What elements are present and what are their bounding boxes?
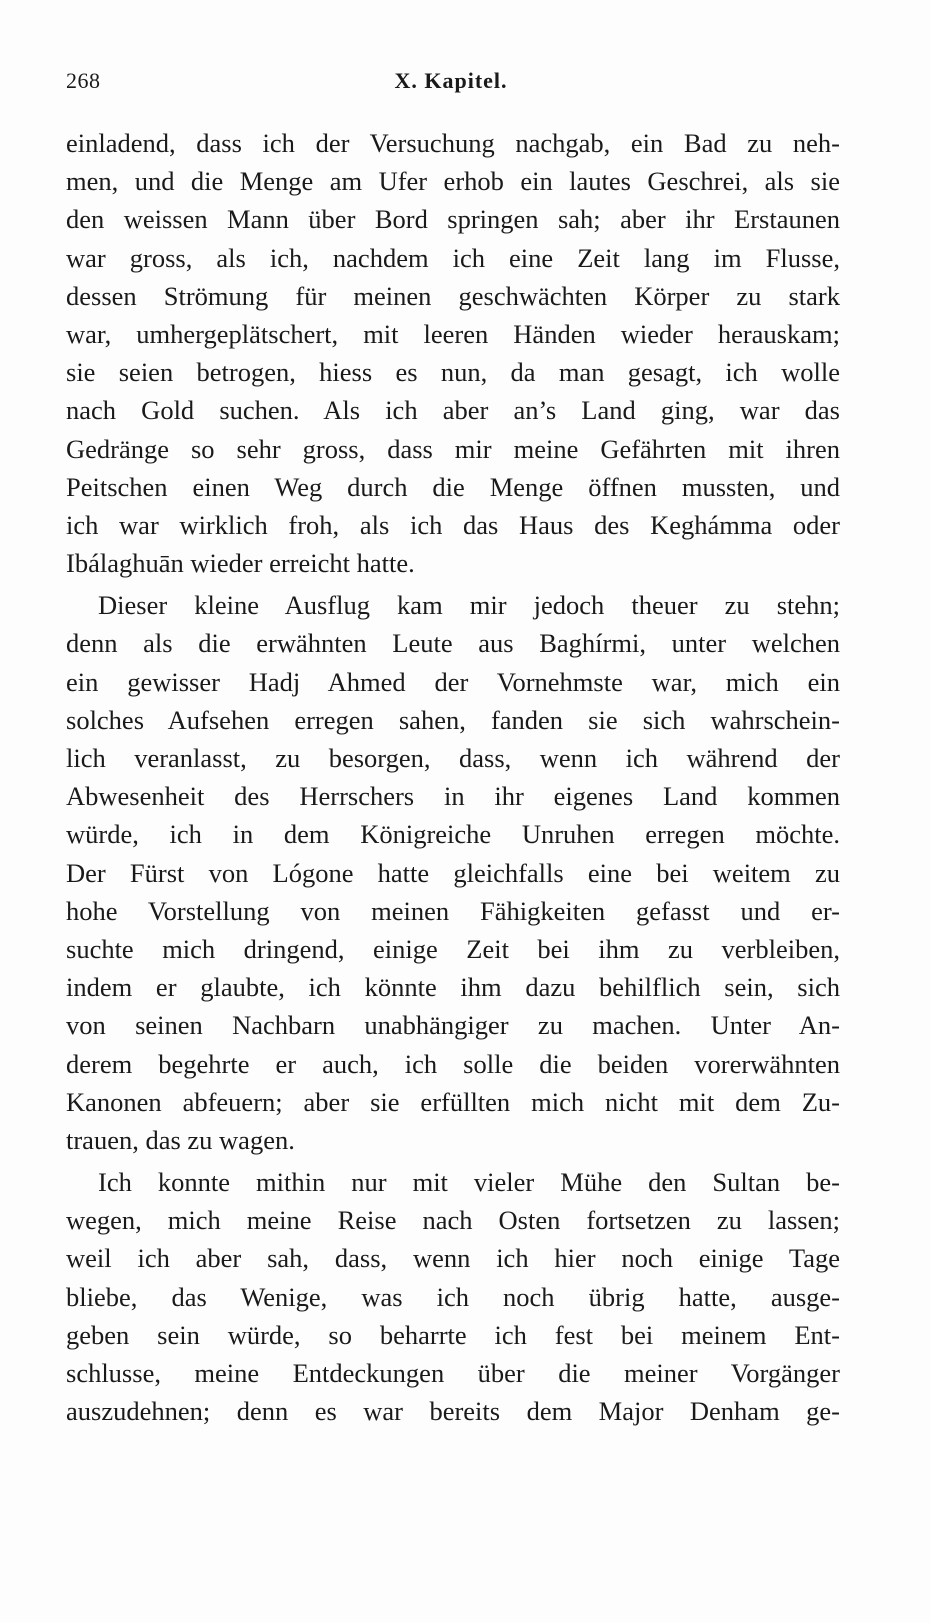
- text-line: ein gewisser Hadj Ahmed der Vornehmste war, mich ein: [66, 666, 840, 697]
- text-line: Ich konnte mithin nur mit vieler Mühe den Sultan be-: [98, 1167, 840, 1198]
- text-line: hohe Vorstellung von meinen Fähigkeiten gefasst und er-: [66, 895, 840, 926]
- text-line: Der Fürst von Lógone hatte gleichfalls eine bei weitem zu: [66, 857, 840, 888]
- text-line: schlusse, meine Entdeckungen über die meiner Vorgänger: [66, 1358, 840, 1388]
- text-line: geben sein würde, so beharrte ich fest bei meinem Ent-: [66, 1319, 840, 1350]
- text-line: denn als die erwähnten Leute aus Baghírmi, unter welchen: [66, 628, 840, 659]
- text-line: suchte mich dringend, einige Zeit bei ihm zu verbleiben,: [66, 933, 840, 964]
- text-line: den weissen Mann über Bord springen sah; aber ihr Erstaunen: [66, 204, 840, 235]
- body-text: [66, 124, 840, 1430]
- text-line: weil ich aber sah, dass, wenn ich hier noch einige Tage: [66, 1243, 840, 1274]
- text-line: würde, ich in dem Königreiche Unruhen erregen möchte.: [66, 819, 840, 850]
- text-line: Ibálaghuān wieder erreicht hatte.: [66, 548, 415, 579]
- page-header: [66, 68, 836, 108]
- text-line: men, und die Menge am Ufer erhob ein lautes Geschrei, als sie: [66, 166, 840, 197]
- text-line: Dieser kleine Ausflug kam mir jedoch theuer zu stehn;: [98, 590, 840, 621]
- text-line: trauen, das zu wagen.: [66, 1124, 295, 1155]
- text-line: derem begehrte er auch, ich solle die beiden vorerwähnten: [66, 1048, 840, 1079]
- text-line: sie seien betrogen, hiess es nun, da man gesagt, ich wolle: [66, 357, 840, 388]
- text-line: lich veranlasst, zu besorgen, dass, wenn ich während der: [66, 743, 840, 773]
- text-line: indem er glaubte, ich könnte ihm dazu behilflich sein, sich: [66, 972, 840, 1003]
- text-line: nach Gold suchen. Als ich aber an’s Land ging, war das: [66, 395, 840, 426]
- text-line: Gedränge so sehr gross, dass mir meine Gefährten mit ihren: [66, 433, 840, 464]
- text-line: einladend, dass ich der Versuchung nachgab, ein Bad zu neh-: [66, 128, 840, 158]
- text-line: war gross, als ich, nachdem ich eine Zeit lang im Flusse,: [66, 242, 840, 273]
- text-line: Abwesenheit des Herrschers in ihr eigenes Land kommen: [66, 781, 840, 812]
- text-line: auszudehnen; denn es war bereits dem Major Denham ge-: [66, 1396, 840, 1427]
- page-number: 268: [66, 68, 101, 93]
- text-line: bliebe, das Wenige, was ich noch übrig hatte, ausge-: [66, 1281, 840, 1312]
- text-line: ich war wirklich froh, als ich das Haus des Keghámma oder: [66, 509, 840, 540]
- paragraph: [66, 1163, 840, 1430]
- text-line: war, umhergeplätschert, mit leeren Händen wieder herauskam;: [66, 318, 840, 349]
- text-line: von seinen Nachbarn unabhängiger zu machen. Unter An-: [66, 1010, 840, 1041]
- text-line: Kanonen abfeuern; aber sie erfüllten mich nicht mit dem Zu-: [66, 1086, 840, 1117]
- text-line: wegen, mich meine Reise nach Osten fortsetzen zu lassen;: [66, 1205, 840, 1236]
- paragraph: [66, 124, 840, 582]
- text-line: solches Aufsehen erregen sahen, fanden sie sich wahrschein-: [66, 704, 840, 735]
- text-line: dessen Strömung für meinen geschwächten Körper zu stark: [66, 280, 840, 311]
- chapter-running-head: X. Kapitel.: [394, 68, 508, 93]
- paragraph: [66, 586, 840, 1159]
- text-line: Peitschen einen Weg durch die Menge öffnen mussten, und: [66, 471, 840, 502]
